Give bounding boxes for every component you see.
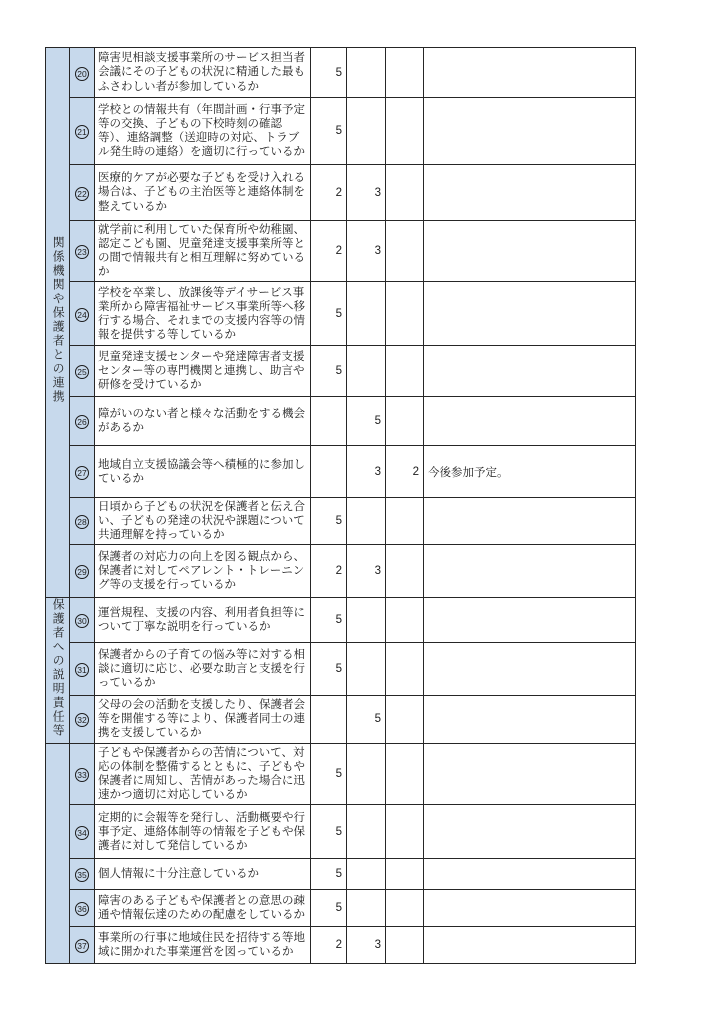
- item-number-badge: 35: [75, 868, 89, 882]
- item-number-badge: 32: [75, 713, 89, 727]
- comment-cell: [424, 165, 636, 221]
- score-col-1-cell: [311, 397, 347, 446]
- comment-cell: [424, 890, 636, 927]
- score-col-1-cell: 2: [311, 165, 347, 221]
- category-cell: [46, 48, 70, 598]
- item-number-cell: [70, 744, 95, 805]
- score-col-2-cell: [347, 498, 386, 545]
- item-number-cell: [70, 98, 95, 165]
- score-col-3-cell: [386, 859, 424, 890]
- question-cell: 学校を卒業し、放課後等デイサービス事業所から障害福祉サービス事業所等へ移行する場合、それまでの支援内容等の情報を提供する等しているか: [95, 282, 311, 346]
- item-number-badge: 37: [75, 939, 89, 953]
- question-cell: 医療的ケアが必要な子どもを受け入れる場合は、子どもの主治医等と連絡体制を整えているか: [95, 165, 311, 221]
- item-number-badge: 36: [75, 902, 89, 916]
- comment-cell: [424, 397, 636, 446]
- score-col-2-cell: 3: [347, 221, 386, 282]
- score-col-2-cell: 3: [347, 545, 386, 598]
- score-col-2-cell: 5: [347, 695, 386, 743]
- score-col-1-cell: 2: [311, 221, 347, 282]
- comment-cell: [424, 346, 636, 397]
- score-col-3-cell: [386, 598, 424, 643]
- item-number-cell: [70, 48, 95, 98]
- score-col-1-cell: 5: [311, 598, 347, 643]
- item-number-cell: [70, 545, 95, 598]
- item-number-cell: [70, 805, 95, 859]
- item-number-cell: [70, 643, 95, 695]
- item-number-badge: 34: [75, 826, 89, 840]
- question-cell: 障害のある子どもや保護者との意思の疎通や情報伝達のための配慮をしているか: [95, 890, 311, 927]
- table-row: [46, 282, 636, 346]
- score-col-3-cell: [386, 48, 424, 98]
- item-number-cell: [70, 221, 95, 282]
- table-row: [46, 695, 636, 743]
- question-cell: 父母の会の活動を支援したり、保護者会等を開催する等により、保護者同士の連携を支援しているか: [95, 695, 311, 743]
- score-col-2-cell: 5: [347, 397, 386, 446]
- score-col-2-cell: [347, 643, 386, 695]
- score-col-1-cell: 2: [311, 927, 347, 964]
- score-col-2-cell: [347, 744, 386, 805]
- item-number-badge: 30: [75, 614, 89, 628]
- score-col-3-cell: [386, 805, 424, 859]
- item-number-cell: [70, 446, 95, 498]
- table-row: [46, 859, 636, 890]
- score-col-3-cell: [386, 346, 424, 397]
- item-number-badge: 29: [75, 565, 89, 579]
- item-number-cell: [70, 859, 95, 890]
- item-number-badge: 26: [75, 415, 89, 429]
- comment-cell: [424, 282, 636, 346]
- item-number-badge: 23: [75, 245, 89, 259]
- score-col-3-cell: [386, 98, 424, 165]
- item-number-cell: [70, 165, 95, 221]
- question-cell: 子どもや保護者からの苦情について、対応の体制を整備するとともに、子どもや保護者に周知し、苦情があった場合に迅速かつ適切に対応しているか: [95, 744, 311, 805]
- comment-cell: [424, 695, 636, 743]
- score-col-3-cell: [386, 545, 424, 598]
- item-number-badge: 25: [75, 365, 89, 379]
- evaluation-table: [45, 47, 636, 964]
- item-number-cell: [70, 282, 95, 346]
- question-cell: 事業所の行事に地域住民を招待する等地域に開かれた事業運営を図っているか: [95, 927, 311, 964]
- table-row: [46, 927, 636, 964]
- comment-cell: [424, 498, 636, 545]
- score-col-1-cell: 5: [311, 643, 347, 695]
- score-col-1-cell: 5: [311, 805, 347, 859]
- score-col-3-cell: [386, 165, 424, 221]
- score-col-1-cell: 5: [311, 890, 347, 927]
- item-number-cell: [70, 890, 95, 927]
- table-row: [46, 98, 636, 165]
- table-row: [46, 643, 636, 695]
- score-col-2-cell: [347, 890, 386, 927]
- table-row: [46, 446, 636, 498]
- comment-cell: [424, 48, 636, 98]
- score-col-2-cell: 3: [347, 165, 386, 221]
- table-row: [46, 744, 636, 805]
- score-col-1-cell: 5: [311, 48, 347, 98]
- score-col-1-cell: [311, 446, 347, 498]
- question-cell: 児童発達支援センターや発達障害者支援センター等の専門機関と連携し、助言や研修を受けているか: [95, 346, 311, 397]
- item-number-cell: [70, 346, 95, 397]
- score-col-3-cell: [386, 397, 424, 446]
- item-number-cell: [70, 498, 95, 545]
- table-row: [46, 598, 636, 643]
- item-number-badge: 21: [75, 125, 89, 139]
- item-number-cell: [70, 397, 95, 446]
- score-col-2-cell: 3: [347, 927, 386, 964]
- question-cell: 日頃から子どもの状況を保護者と伝え合い、子どもの発達の状況や課題について共通理解を持っているか: [95, 498, 311, 545]
- category-label: 保護者への説明責任等: [51, 598, 66, 739]
- table-row: [46, 890, 636, 927]
- item-number-badge: 28: [75, 515, 89, 529]
- comment-cell: 今後参加予定。: [424, 446, 636, 498]
- comment-cell: [424, 221, 636, 282]
- score-col-1-cell: 5: [311, 498, 347, 545]
- table-row: [46, 397, 636, 446]
- score-col-3-cell: [386, 890, 424, 927]
- item-number-badge: 22: [75, 187, 89, 201]
- score-col-2-cell: [347, 98, 386, 165]
- score-col-1-cell: 5: [311, 346, 347, 397]
- table-row: [46, 165, 636, 221]
- question-cell: 保護者からの子育ての悩み等に対する相談に適切に応じ、必要な助言と支援を行っているか: [95, 643, 311, 695]
- question-cell: 定期的に会報等を発行し、活動概要や行事予定、連絡体制等の情報を子どもや保護者に対して発信しているか: [95, 805, 311, 859]
- comment-cell: [424, 744, 636, 805]
- item-number-badge: 31: [75, 663, 89, 677]
- item-number-badge: 27: [75, 466, 89, 480]
- table-row: [46, 346, 636, 397]
- comment-cell: [424, 545, 636, 598]
- category-cell: [46, 598, 70, 744]
- score-col-2-cell: 3: [347, 446, 386, 498]
- comment-cell: [424, 805, 636, 859]
- comment-cell: [424, 927, 636, 964]
- score-col-1-cell: 2: [311, 545, 347, 598]
- score-col-1-cell: 5: [311, 744, 347, 805]
- item-number-cell: [70, 598, 95, 643]
- comment-cell: [424, 859, 636, 890]
- score-col-2-cell: [347, 859, 386, 890]
- score-col-1-cell: 5: [311, 282, 347, 346]
- table-row: [46, 48, 636, 98]
- comment-cell: [424, 98, 636, 165]
- score-col-1-cell: [311, 695, 347, 743]
- score-col-3-cell: [386, 744, 424, 805]
- item-number-cell: [70, 695, 95, 743]
- score-col-3-cell: [386, 695, 424, 743]
- score-col-3-cell: [386, 927, 424, 964]
- score-col-2-cell: [347, 48, 386, 98]
- score-col-3-cell: [386, 221, 424, 282]
- score-col-3-cell: [386, 282, 424, 346]
- score-col-1-cell: 5: [311, 859, 347, 890]
- question-cell: 就学前に利用していた保育所や幼稚園、認定こども園、児童発達支援事業所等との間で情報共有と相互理解に努めているか: [95, 221, 311, 282]
- category-cell: [46, 744, 70, 964]
- table-row: [46, 805, 636, 859]
- item-number-cell: [70, 927, 95, 964]
- category-label: 関係機関や保護者との連携: [51, 236, 66, 405]
- score-col-3-cell: [386, 498, 424, 545]
- item-number-badge: 33: [75, 768, 89, 782]
- item-number-badge: 24: [75, 308, 89, 322]
- question-cell: 障がいのない者と様々な活動をする機会があるか: [95, 397, 311, 446]
- score-col-3-cell: [386, 643, 424, 695]
- score-col-2-cell: [347, 598, 386, 643]
- comment-cell: [424, 598, 636, 643]
- score-col-1-cell: 5: [311, 98, 347, 165]
- question-cell: 運営規程、支援の内容、利用者負担等について丁寧な説明を行っているか: [95, 598, 311, 643]
- comment-cell: [424, 643, 636, 695]
- question-cell: 学校との情報共有（年間計画・行事予定等の交換、子どもの下校時刻の確認等）、連絡調整（送迎時の対応、トラブル発生時の連絡）を適切に行っているか: [95, 98, 311, 165]
- item-number-badge: 20: [75, 67, 89, 81]
- table-row: [46, 498, 636, 545]
- table-row: [46, 221, 636, 282]
- question-cell: 保護者の対応力の向上を図る観点から、保護者に対してペアレント・トレーニング等の支援を行っているか: [95, 545, 311, 598]
- table-row: [46, 545, 636, 598]
- score-col-2-cell: [347, 346, 386, 397]
- question-cell: 障害児相談支援事業所のサービス担当者会議にその子どもの状況に精通した最もふさわしい者が参加しているか: [95, 48, 311, 98]
- score-col-2-cell: [347, 282, 386, 346]
- score-col-3-cell: 2: [386, 446, 424, 498]
- question-cell: 個人情報に十分注意しているか: [95, 859, 311, 890]
- question-cell: 地域自立支援協議会等へ積極的に参加しているか: [95, 446, 311, 498]
- score-col-2-cell: [347, 805, 386, 859]
